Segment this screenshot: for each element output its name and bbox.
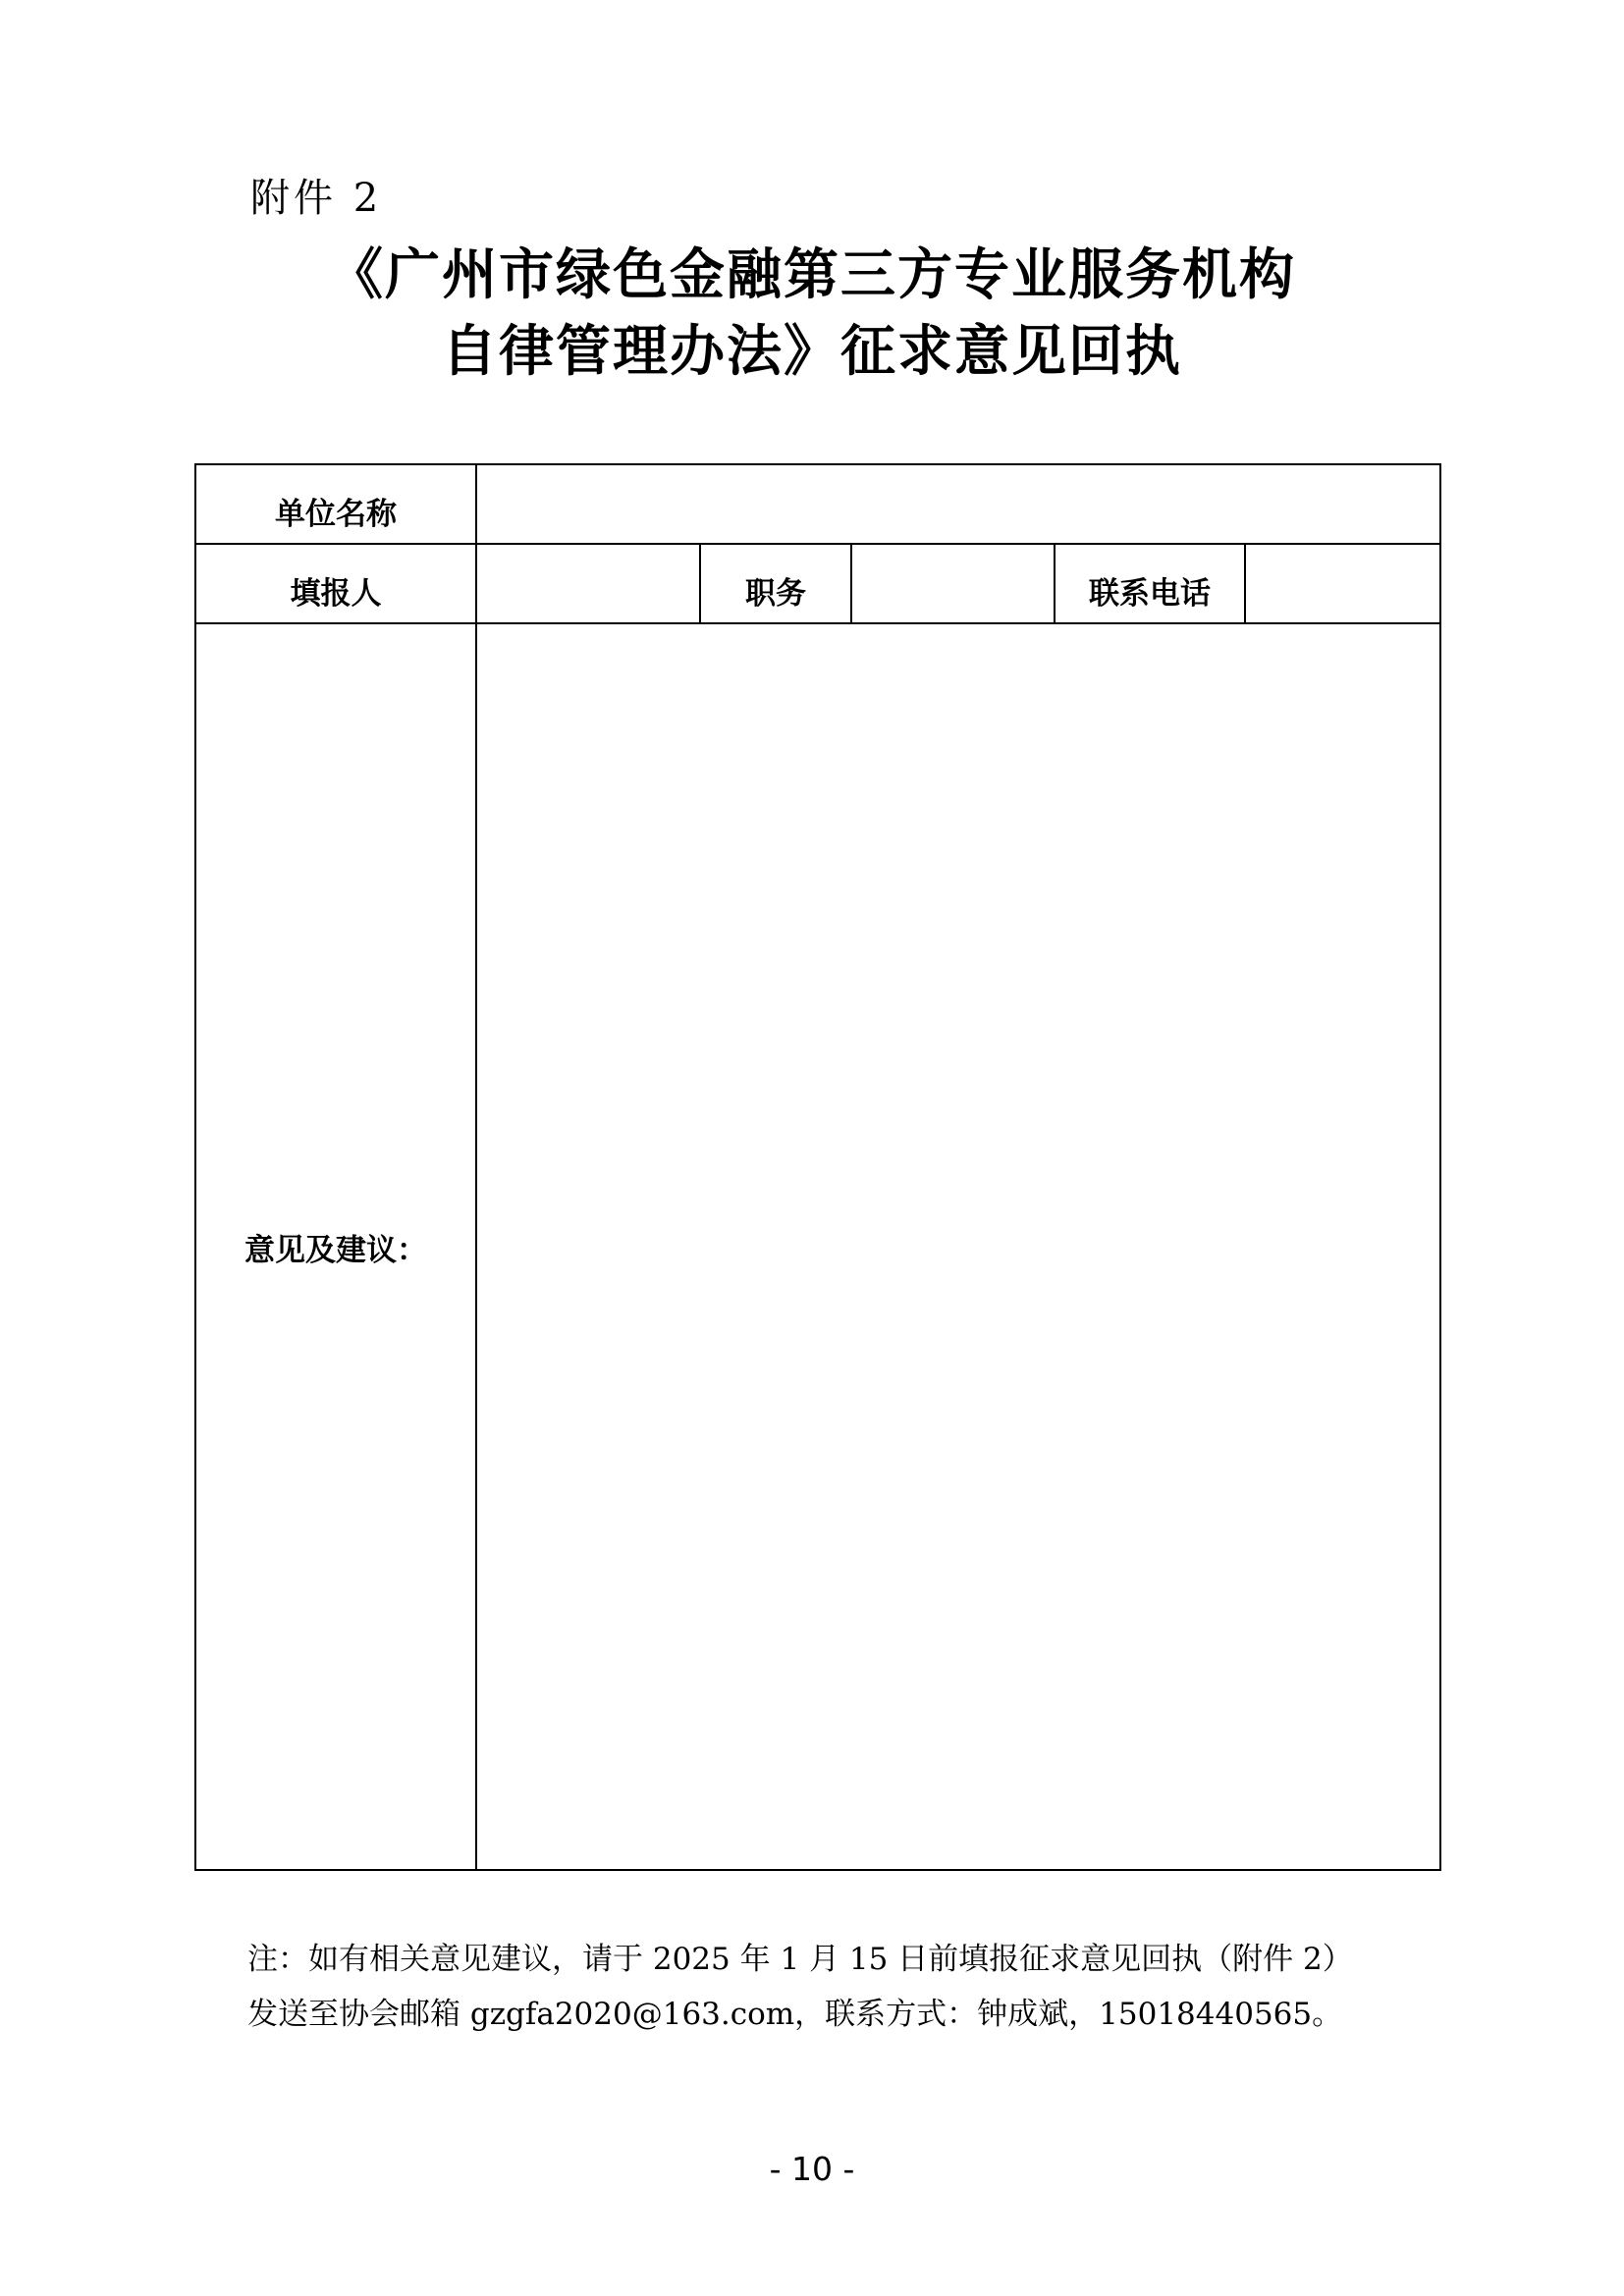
unit-name-label: 单位名称 — [195, 464, 476, 544]
filler-label: 填报人 — [195, 544, 476, 623]
form-row-filler — [195, 544, 1440, 623]
phone-label: 联系电话 — [1055, 544, 1245, 623]
unit-name-field[interactable] — [476, 464, 1440, 544]
opinion-label: 意见及建议： — [195, 623, 476, 1870]
page-number: - 10 - — [769, 2150, 855, 2188]
document-title-line-1: 《广州市绿色金融第三方专业服务机构 — [328, 243, 1296, 307]
opinion-field[interactable] — [476, 623, 1440, 1870]
position-field[interactable] — [851, 544, 1055, 623]
document-title-line-2: 自律管理办法》征求意见回执 — [442, 320, 1182, 384]
phone-field[interactable] — [1245, 544, 1440, 623]
note-line-2: 发送至协会邮箱 gzgfa2020@163.com，联系方式：钟成斌，15018440565。 — [247, 1997, 1343, 2032]
position-label: 职务 — [700, 544, 851, 623]
feedback-form-table — [194, 463, 1441, 1871]
note-line-1: 注：如有相关意见建议，请于 2025 年 1 月 15 日前填报征求意见回执（附件 2） — [247, 1942, 1353, 1977]
form-row-unit — [195, 464, 1440, 544]
form-row-opinion — [195, 623, 1440, 1870]
filler-field[interactable] — [476, 544, 700, 623]
attachment-label: 附件 2 — [250, 176, 383, 221]
